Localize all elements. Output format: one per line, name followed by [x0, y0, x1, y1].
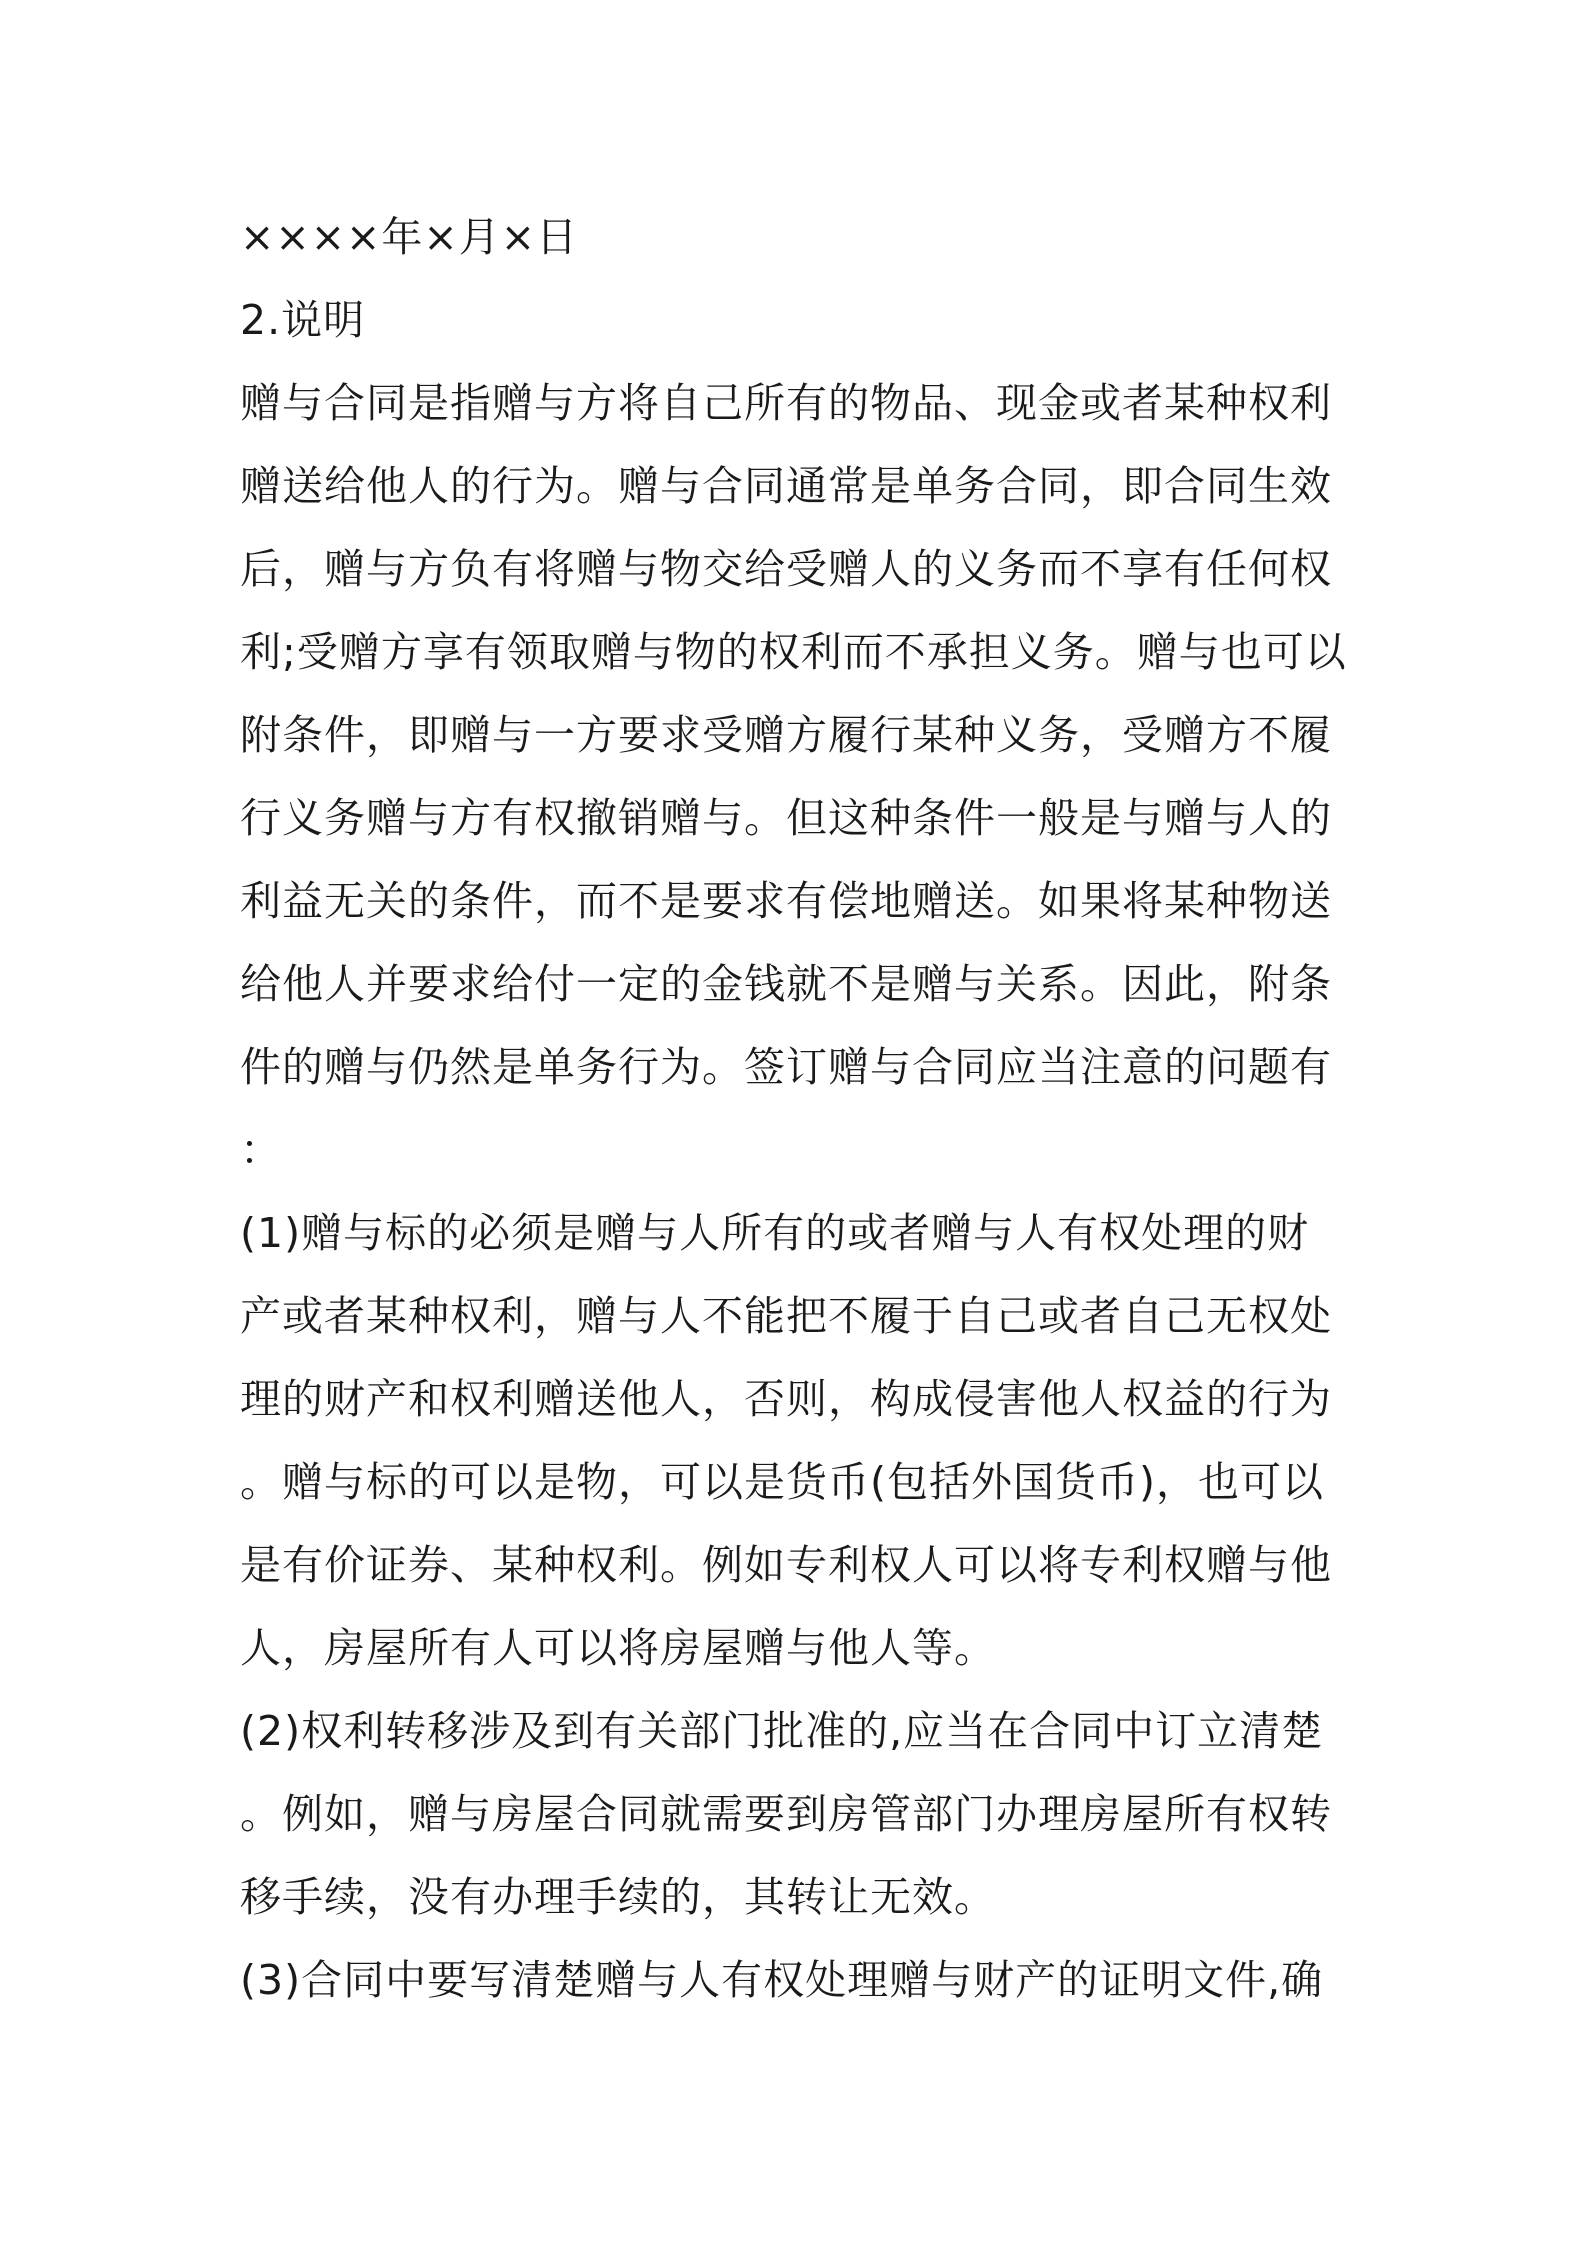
list-item-1-line: 人，房屋所有人可以将房屋赠与他人等。	[240, 1624, 996, 1672]
list-item-2-line: 。例如，赠与房屋合同就需要到房管部门办理房屋所有权转	[240, 1790, 1332, 1838]
paragraph-line: 行义务赠与方有权撤销赠与。但这种条件一般是与赠与人的	[240, 794, 1332, 842]
list-item-1-line: 。赠与标的可以是物，可以是货币(包括外国货币)，也可以	[240, 1458, 1324, 1506]
paragraph-line: 件的赠与仍然是单务行为。签订赠与合同应当注意的问题有	[240, 1043, 1332, 1091]
list-item-1-line: 理的财产和权利赠送他人，否则，构成侵害他人权益的行为	[240, 1375, 1332, 1423]
date-line: ××××年×月×日	[240, 213, 579, 261]
paragraph-line: 赠与合同是指赠与方将自己所有的物品、现金或者某种权利	[240, 379, 1332, 427]
paragraph-line: 赠送给他人的行为。赠与合同通常是单务合同，即合同生效	[240, 462, 1332, 510]
list-item-1-line: (1)赠与标的必须是赠与人所有的或者赠与人有权处理的财	[240, 1209, 1310, 1257]
paragraph-line: 后，赠与方负有将赠与物交给受赠人的义务而不享有任何权	[240, 545, 1332, 593]
list-item-1-line: 产或者某种权利，赠与人不能把不履于自己或者自己无权处	[240, 1292, 1332, 1340]
paragraph-line: 附条件，即赠与一方要求受赠方履行某种义务，受赠方不履	[240, 711, 1332, 759]
list-item-2-line: 移手续，没有办理手续的，其转让无效。	[240, 1873, 996, 1921]
paragraph-line: 给他人并要求给付一定的金钱就不是赠与关系。因此，附条	[240, 960, 1332, 1008]
paragraph-line: ：	[240, 1126, 282, 1174]
section-heading: 2.说明	[240, 296, 366, 344]
paragraph-line: 利;受赠方享有领取赠与物的权利而不承担义务。赠与也可以	[240, 628, 1347, 676]
paragraph-line: 利益无关的条件，而不是要求有偿地赠送。如果将某种物送	[240, 877, 1332, 925]
list-item-3-line: (3)合同中要写清楚赠与人有权处理赠与财产的证明文件,确	[240, 1956, 1324, 2004]
list-item-1-line: 是有价证券、某种权利。例如专利权人可以将专利权赠与他	[240, 1541, 1332, 1589]
document-body	[240, 196, 1362, 2022]
list-item-2-line: (2)权利转移涉及到有关部门批准的,应当在合同中订立清楚	[240, 1707, 1324, 1755]
